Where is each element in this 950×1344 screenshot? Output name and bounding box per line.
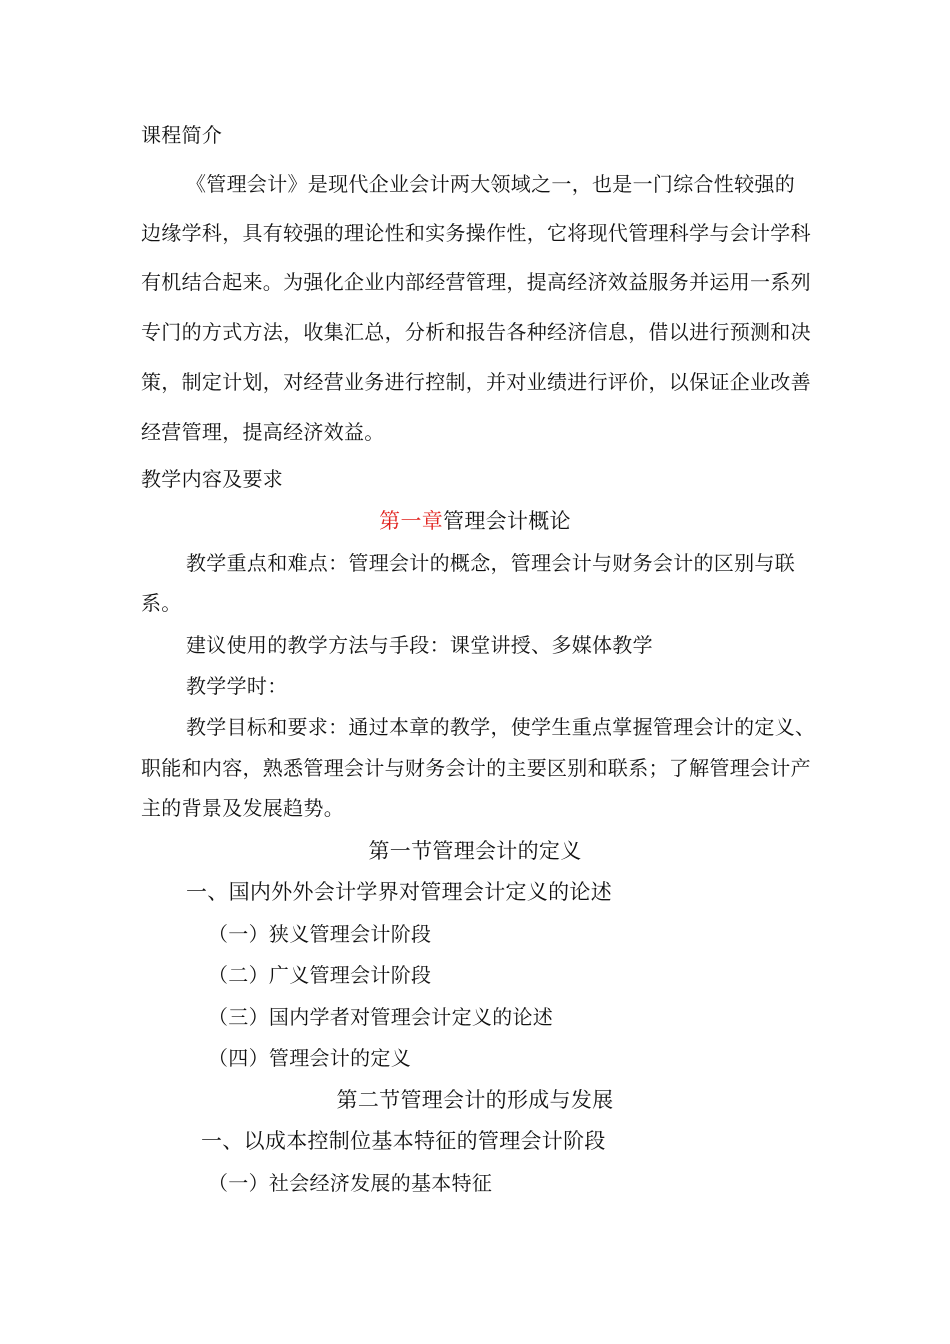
section1-title: 第一节管理会计的定义 bbox=[368, 839, 582, 863]
intro-paragraph-line: 有机结合起来。为强化企业内部经营管理，提高经济效益服务并运用一系列 bbox=[141, 270, 811, 294]
section2-title: 第二节管理会计的形成与发展 bbox=[336, 1088, 614, 1112]
goals-line: 职能和内容，熟悉管理会计与财务会计的主要区别和联系；了解管理会计产 bbox=[141, 756, 811, 780]
section1-subitem: （三）国内学者对管理会计定义的论述 bbox=[208, 1005, 554, 1029]
goals-line: 教学目标和要求：通过本章的教学，使学生重点掌握管理会计的定义、 bbox=[186, 715, 816, 739]
section2-subitem: （一）社会经济发展的基本特征 bbox=[208, 1171, 493, 1195]
section1-subitem: （四）管理会计的定义 bbox=[208, 1046, 411, 1070]
intro-heading: 课程简介 bbox=[141, 123, 223, 147]
focus-line: 教学重点和难点：管理会计的概念，管理会计与财务会计的区别与联 bbox=[186, 551, 795, 575]
section2-point: 一、以成本控制位基本特征的管理会计阶段 bbox=[201, 1129, 606, 1153]
intro-paragraph-line: 经营管理，提高经济效益。 bbox=[141, 420, 385, 444]
hours-line: 教学学时： bbox=[186, 674, 288, 698]
intro-paragraph-line: 边缘学科，具有较强的理论性和实务操作性，它将现代管理科学与会计学科 bbox=[141, 221, 811, 245]
intro-paragraph-line: 专门的方式方法，收集汇总，分析和报告各种经济信息，借以进行预测和决 bbox=[141, 320, 811, 344]
content-heading: 教学内容及要求 bbox=[141, 467, 284, 491]
chapter-title bbox=[0, 507, 950, 535]
chapter-number: 第一章 bbox=[379, 509, 444, 533]
goals-line: 主的背景及发展趋势。 bbox=[141, 796, 344, 820]
methods-line: 建议使用的教学方法与手段：课堂讲授、多媒体教学 bbox=[186, 633, 653, 657]
section1-subitem: （二）广义管理会计阶段 bbox=[208, 963, 432, 987]
section1-subitem: （一）狭义管理会计阶段 bbox=[208, 922, 432, 946]
intro-paragraph-line: 《管理会计》是现代企业会计两大领域之一，也是一门综合性较强的 bbox=[186, 172, 795, 196]
section1-point: 一、国内外外会计学界对管理会计定义的论述 bbox=[186, 880, 612, 904]
chapter-name: 管理会计概论 bbox=[443, 509, 571, 533]
intro-paragraph-line: 策，制定计划，对经营业务进行控制，并对业绩进行评价，以保证企业改善 bbox=[141, 370, 811, 394]
focus-line: 系。 bbox=[141, 591, 182, 615]
